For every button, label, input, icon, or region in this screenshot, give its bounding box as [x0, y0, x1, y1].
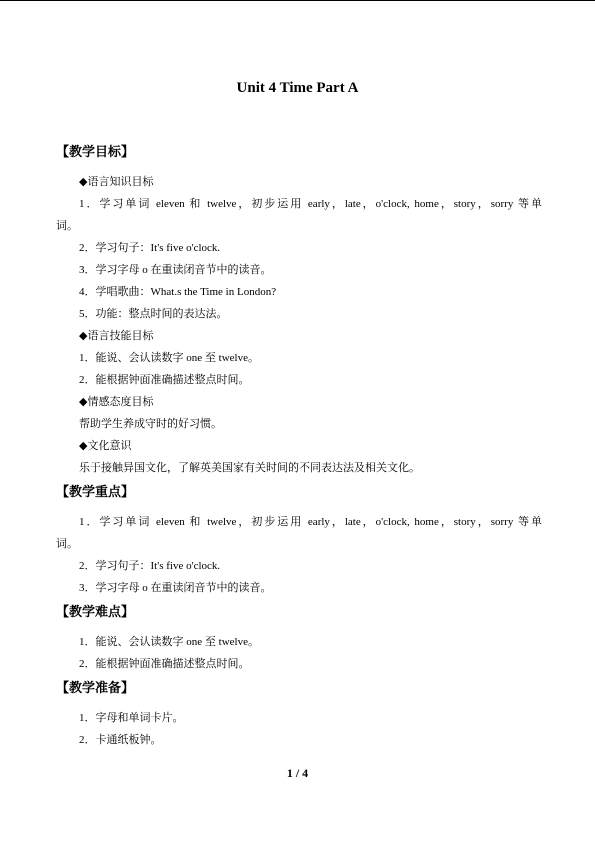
difficulties-line: 1．能说、会认读数字 one 至 twelve。 [79, 636, 259, 648]
objectives-line: 4．学唱歌曲：What.s the Time in London? [79, 286, 277, 298]
key-points-line: 1．学习单词 eleven 和 twelve，初步运用 early，late，o'clock, home，story，sorry 等单 [79, 516, 542, 528]
objectives-line: ◆文化意识 [79, 440, 132, 452]
key-points-line: 词。 [56, 538, 78, 550]
key-points-line: 2．学习句子：It's five o'clock. [79, 560, 221, 572]
difficulties-heading: 【教学难点】 [56, 604, 135, 619]
preparation-line: 2．卡通纸板钟。 [79, 734, 162, 746]
objectives-line: 词。 [56, 220, 78, 232]
objectives-line: 5．功能：整点时间的表达法。 [79, 308, 228, 320]
objectives-line: 1．能说、会认读数字 one 至 twelve。 [79, 352, 259, 364]
objectives-line: ◆语言知识目标 [79, 176, 154, 188]
preparation-heading: 【教学准备】 [56, 680, 135, 695]
objectives-line: 1．学习单词 eleven 和 twelve，初步运用 early，late，o'clock, home，story，sorry 等单 [79, 198, 542, 210]
objectives-line: 2．能根据钟面准确描述整点时间。 [79, 374, 250, 386]
key-points-line: 3．学习字母 o 在重读闭音节中的读音。 [79, 582, 272, 594]
page-title: Unit 4 Time Part A [236, 80, 359, 96]
preparation-line: 1．字母和单词卡片。 [79, 712, 184, 724]
difficulties-line: 2．能根据钟面准确描述整点时间。 [79, 658, 250, 670]
objectives-heading: 【教学目标】 [56, 144, 135, 159]
objectives-line: 帮助学生养成守时的好习惯。 [79, 418, 222, 430]
objectives-line: ◆语言技能目标 [79, 330, 154, 342]
objectives-line: 2．学习句子：It's five o'clock. [79, 242, 221, 254]
page-number: 1 / 4 [286, 766, 309, 780]
key-points-heading: 【教学重点】 [56, 484, 135, 499]
objectives-line: 乐于接触异国文化，了解英美国家有关时间的不同表达法及相关文化。 [79, 462, 420, 474]
objectives-line: 3．学习字母 o 在重读闭音节中的读音。 [79, 264, 272, 276]
objectives-line: ◆情感态度目标 [79, 396, 154, 408]
